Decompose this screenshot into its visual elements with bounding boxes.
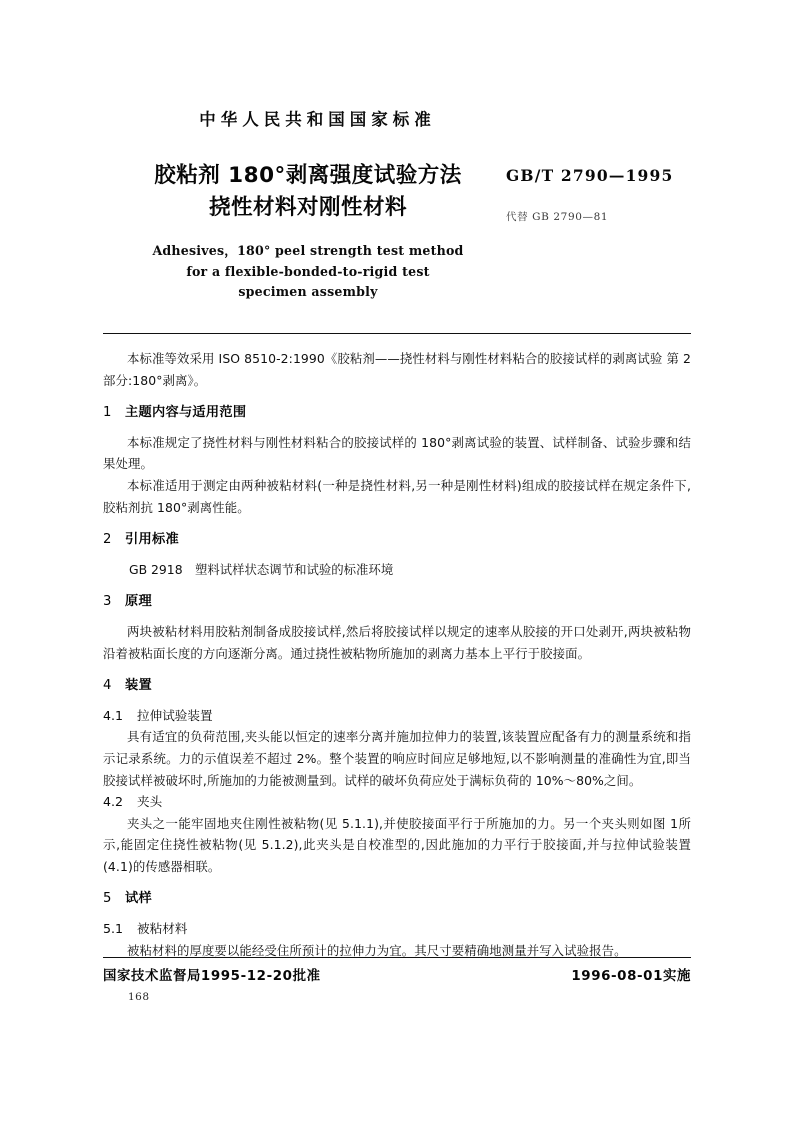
subsection-number-4-2: 4.2 <box>103 794 124 810</box>
footer-implementation-text: 1996-08-01实施 <box>571 969 691 984</box>
title-english-line-2: for a flexible-bonded-to-rigid test <box>186 263 430 279</box>
section-heading-5 <box>103 888 691 910</box>
title-block <box>103 160 513 303</box>
section-title-5: 试样 <box>125 891 152 907</box>
section-1-paragraph-1: 本标准规定了挠性材料与刚性材料粘合的胶接试样的 180°剥离试验的装置、试样制备、试验步骤和结果处理。 <box>103 434 691 472</box>
national-standard-header: 中华人民共和国国家标准 <box>199 110 436 129</box>
masthead <box>103 106 691 299</box>
subsection-title-4-1: 拉伸试验装置 <box>137 707 213 723</box>
section-number-4: 4 <box>103 678 112 694</box>
header-divider-rule <box>103 333 691 334</box>
title-english-line-3: specimen assembly <box>238 284 378 299</box>
section-1-paragraph-2: 本标准适用于测定由两种被粘材料(一种是挠性材料,另一种是刚性材料)组成的胶接试样在规定条件下,胶粘剂抗 180°剥离性能。 <box>103 477 691 515</box>
document-footer <box>103 965 691 984</box>
standard-number: GB/T 2790—1995 <box>506 166 674 185</box>
subsection-5-1-paragraph-1: 被粘材料的厚度要以能经受住所预计的拉伸力为宜。其尺寸要精确地测量并写入试验报告。 <box>127 942 627 958</box>
section-heading-2 <box>103 529 691 551</box>
title-chinese-line-2: 挠性材料对刚性材料 <box>208 195 407 220</box>
subsection-title-4-2: 夹头 <box>137 794 163 810</box>
standard-replaces: 代替 GB 2790—81 <box>506 211 609 223</box>
title-english-line-1: Adhesives，180° peel strength test method <box>152 243 464 258</box>
subsection-number-4-1: 4.1 <box>103 707 124 723</box>
section-heading-1 <box>103 402 691 424</box>
subsection-heading-4-2 <box>103 791 691 813</box>
section-3-paragraph-1: 两块被粘材料用胶粘剂制备成胶接试样,然后将胶接试样以规定的速率从胶接的开口处剥开,两块被粘物沿着被粘面长度的方向逐渐分离。通过挠性被粘物所施加的剥离力基本上平行于胶接面。 <box>103 623 691 661</box>
title-english <box>103 241 513 303</box>
section-number-2: 2 <box>103 532 112 548</box>
subsection-heading-5-1 <box>103 918 691 940</box>
section-heading-4 <box>103 675 691 697</box>
section-heading-3 <box>103 591 691 613</box>
footer-divider-rule <box>103 957 691 958</box>
subsection-4-1-paragraph-1: 具有适宜的负荷范围,夹头能以恒定的速率分离并施加拉伸力的装置,该装置应配备有力的测量系统和指示记录系统。力的示值误差不超过 2%。整个装置的响应时间应足够地短,以不影响测量的准确性为宜,即当胶接试样被破坏时,所施加的力能被测量到。试样的破坏负荷应处于满标负荷的 10%～80%之间。 <box>103 729 691 788</box>
section-number-5: 5 <box>103 891 112 907</box>
section-title-3: 原理 <box>125 594 152 610</box>
preamble-paragraph: 本标准等效采用 ISO 8510-2:1990《胶粘剂——挠性材料与刚性材料粘合的胶接试样的剥离试验 第 2 部分:180°剥离》。 <box>103 351 691 388</box>
section-title-1: 主题内容与适用范围 <box>125 405 247 421</box>
section-title-2: 引用标准 <box>125 532 179 548</box>
footer-approval-text: 国家技术监督局1995-12-20批准 <box>103 969 321 984</box>
normative-reference-item: GB 2918 塑料试样状态调节和试验的标准环境 <box>129 561 394 577</box>
standard-number-block <box>506 166 691 224</box>
subsection-title-5-1: 被粘材料 <box>137 921 188 937</box>
subsection-4-2-paragraph-1: 夹头之一能牢固地夹住刚性被粘物(见 5.1.1),并使胶接面平行于所施加的力。另一个夹头则如图 1所示,能固定住挠性被粘物(见 5.1.2),此夹头是自校准型的,因此施加的力平行于胶接面,并与拉伸试验装置(4.1)的传感器相联。 <box>103 815 691 874</box>
subsection-number-5-1: 5.1 <box>103 921 124 937</box>
document-body <box>103 348 691 961</box>
title-row <box>103 160 691 299</box>
title-chinese-line-1: 胶粘剂 180°剥离强度试验方法 <box>154 163 462 188</box>
section-title-4: 装置 <box>125 678 152 694</box>
section-number-3: 3 <box>103 594 112 610</box>
page-number: 168 <box>128 991 150 1003</box>
subsection-heading-4-1 <box>103 705 691 727</box>
section-number-1: 1 <box>103 405 112 421</box>
